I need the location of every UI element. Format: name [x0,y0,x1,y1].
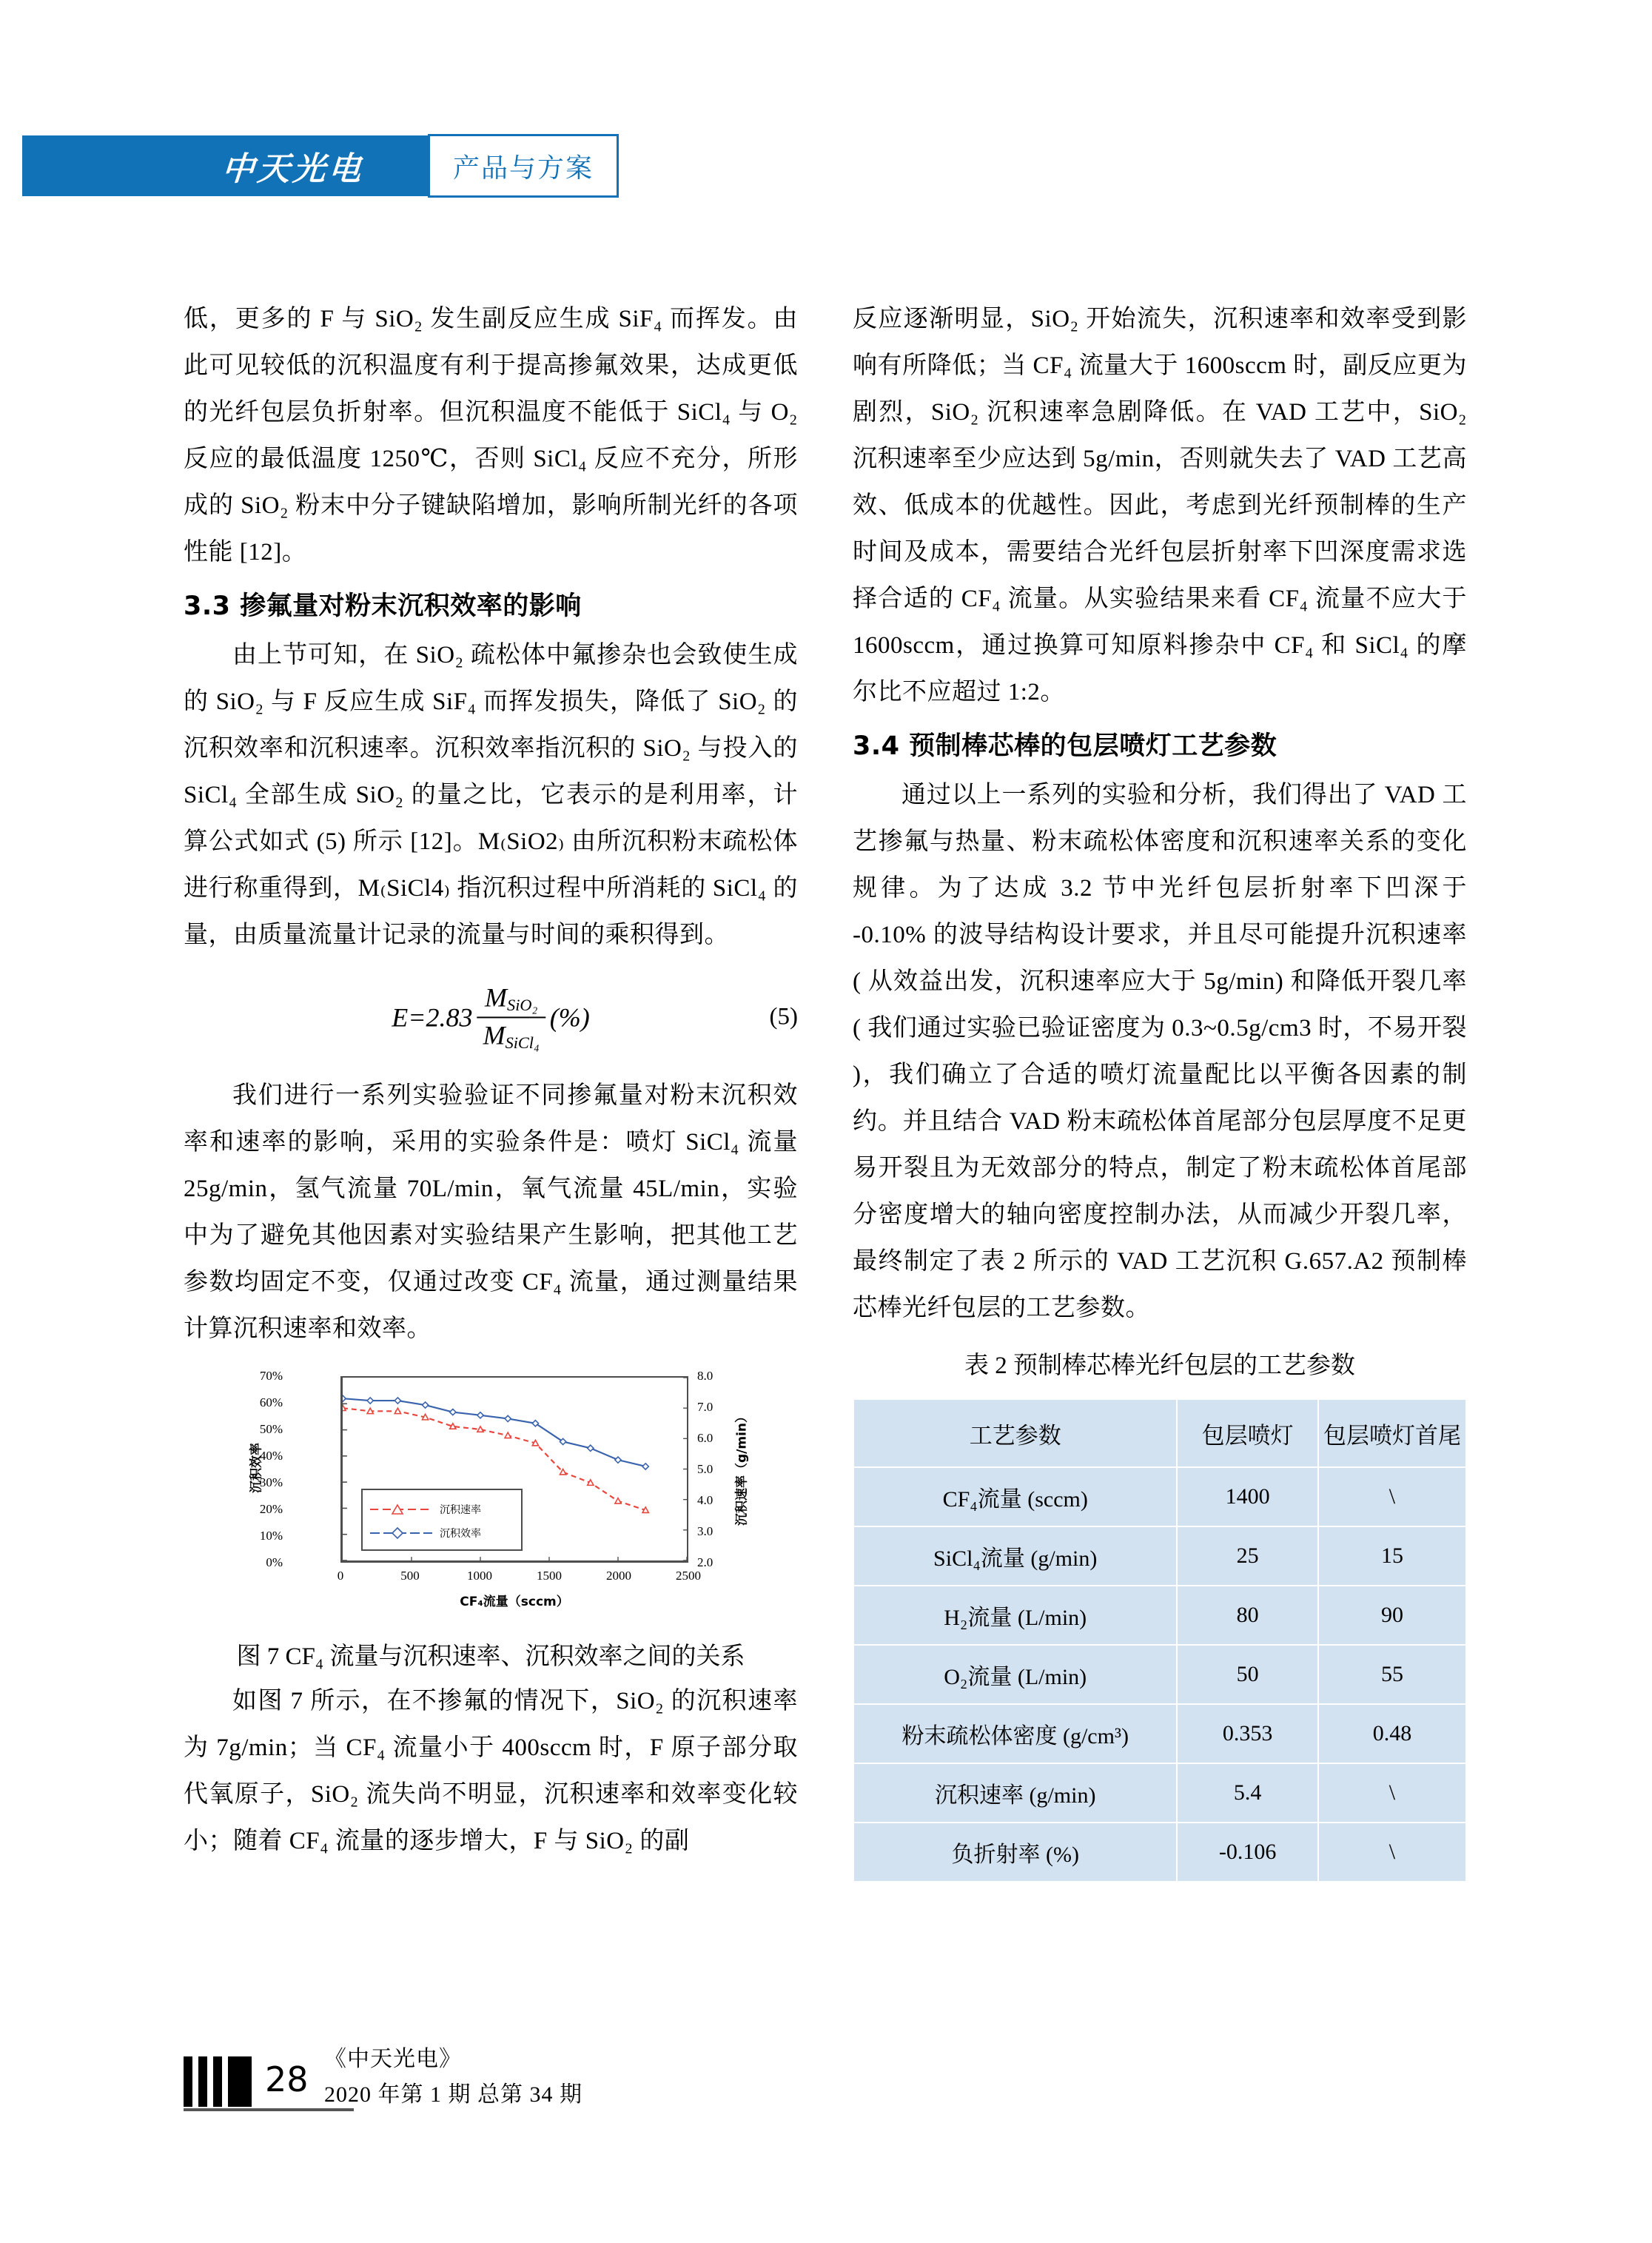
data-point [450,1409,456,1415]
data-point [450,1424,456,1429]
table-cell-param: SiCl₄流量 (g/min) [853,1526,1177,1586]
formula-fraction [477,982,545,1052]
formula-lhs: E=2.83 [392,1002,473,1032]
y-tick-right: 6.0 [697,1431,713,1445]
chart-container [229,1364,752,1625]
formula-equation-5 [184,969,798,1065]
table-row [853,1763,1466,1823]
y-tick-right: 2.0 [697,1555,713,1569]
data-point [560,1469,565,1475]
table-row [853,1586,1466,1645]
formula-number: (5) [769,1003,798,1030]
data-point [422,1414,428,1419]
legend-line-rate-icon [370,1503,432,1516]
y-tick-left: 0% [266,1555,283,1569]
chart-legend [361,1489,523,1551]
table-row [853,1467,1466,1526]
legend-label-rate: 沉积速率 [440,1504,481,1516]
paragraph-left-1: 低，更多的 F 与 SiO₂ 发生副反应生成 SiF₄ 而挥发。由此可见较低的沉积温度有利于提高掺氟效果，达成更低的光纤包层负折射率。但沉积温度不能低于 SiCl₄ 与 O₂ 反应的最低温度 1250℃，否则 SiCl₄ 反应不充分，所形成的 SiO₂ 粉末中分子键缺陷增加，影响所制光纤的各项性能 [12]。 [184,306,798,566]
table-cell-ends: \ [1318,1763,1466,1823]
footer-journal-name: 《中天光电》 [324,2047,462,2071]
table-cell-ends: 0.48 [1318,1704,1466,1763]
y-tick-left: 50% [259,1422,283,1436]
brand-logo [22,135,392,196]
paragraph-left-4: 如图 7 所示，在不掺氟的情况下，SiO₂ 的沉积速率为 7g/min；当 CF₄ 流量小于 400sccm 时，F 原子部分取代氧原子，SiO₂ 流失尚不明显，沉积速率和效率变化较小；随着 CF₄ 流量的逐步增大，F 与 SiO₂ 的副 [184,1688,798,1854]
legend-swatch-efficiency [370,1526,432,1540]
table-row [853,1526,1466,1586]
y-tick-left: 40% [259,1449,283,1463]
footer-journal-info [324,2042,582,2113]
x-tick: 0 [337,1569,344,1583]
table-header-param: 工艺参数 [853,1399,1177,1467]
data-point [394,1398,400,1404]
y-tick-left: 10% [259,1529,283,1543]
page-footer [184,2036,850,2132]
formula-unit: (%) [549,1002,590,1032]
data-point [367,1408,373,1413]
data-point [367,1398,373,1404]
x-tick: 2500 [676,1569,701,1583]
table-cell-torch: -0.106 [1177,1823,1318,1882]
table-header-row [853,1399,1466,1467]
table-cell-param: 粉末疏松体密度 (g/cm³) [853,1704,1177,1763]
formula-numerator: $M_{SiO_2}$ [485,982,538,1014]
y-tick-right: 3.0 [697,1524,713,1538]
footer-bars-icon [184,2056,263,2107]
table-cell-param: 沉积速率 (g/min) [853,1763,1177,1823]
data-point [477,1412,483,1418]
data-point [588,1445,594,1451]
data-point [615,1498,621,1503]
data-point [505,1432,511,1438]
table-2-caption: 表 2 预制棒芯棒光纤包层的工艺参数 [964,1352,1355,1379]
paragraph-right-2: 通过以上一系列的实验和分析，我们得出了 VAD 工艺掺氟与热量、粉末疏松体密度和沉积速率关系的变化规律。为了达成 3.2 节中光纤包层折射率下凹深于 -0.10% 的波导结构设计要求，并且尽可能提升沉积速率 ( 从效益出发，沉积速率应大于 5g/min) 和降低开裂几率 ( 我们通过实验已验证密度为 0.3~0.5g/cm3 时，不易开裂 )，我们确立了合适的喷灯流量配比以平衡各因素的制约。并且结合 VAD 粉末疏松体首尾部分包层厚度不足更易开裂且为无效部分的特点，制定了粉末疏松体首尾部分密度增大的轴向密度控制办法，从而减少开裂几率，最终制定了表 2 所示的 VAD 工艺沉积 G.657.A2 预制棒芯棒光纤包层的工艺参数。 [853,782,1467,1321]
data-point [642,1507,648,1512]
legend-line-efficiency-icon [370,1526,432,1540]
table-cell-ends: \ [1318,1823,1466,1882]
paragraph-right-1: 反应逐渐明显，SiO₂ 开始流失，沉积速率和效率受到影响有所降低；当 CF₄ 流量大于 1600sccm 时，副反应更为剧烈，SiO₂ 沉积速率急剧降低。在 VAD 工艺中，SiO₂ 沉积速率至少应达到 5g/min，否则就失去了 VAD 工艺高效、低成本的优越性。因此，考虑到光纤预制棒的生产时间及成本，需要结合光纤包层折射率下凹深度需求选择合适的 CF₄ 流量。从实验结果来看 CF₄ 流量不应大于 1600sccm，通过换算可知原料掺杂中 CF₄ 和 SiCl₄ 的摩尔比不应超过 1:2。 [853,306,1467,705]
formula-numerator-sub: SiO₂ [507,996,538,1014]
y-tick-right: 7.0 [697,1400,713,1414]
brand-name: 中天光电 [220,150,366,188]
figure-7-caption: 图 7 CF₄ 流量与沉积速率、沉积效率之间的关系 [236,1643,745,1670]
y-tick-left: 60% [259,1395,283,1409]
data-point [343,1395,346,1401]
x-tick: 1500 [537,1569,562,1583]
section-tag-label: 产品与方案 [452,152,594,184]
table-cell-param: H₂流量 (L/min) [853,1586,1177,1645]
table-header-torch: 包层喷灯 [1177,1399,1318,1467]
paragraph-left-3: 我们进行一系列实验验证不同掺氟量对粉末沉积效率和速率的影响，采用的实验条件是：喷灯 SiCl₄ 流量 25g/min，氢气流量 70L/min，氧气流量 45L/min，实验中为了避免其他因素对实验结果产生影响，把其他工艺参数均固定不变，仅通过改变 CF₄ 流量，通过测量结果计算沉积速率和效率。 [184,1082,798,1342]
table-cell-ends: 15 [1318,1526,1466,1586]
data-point [394,1408,400,1413]
page-number: 28 [265,2059,309,2099]
y-tick-left: 70% [259,1369,283,1383]
data-point [588,1480,594,1485]
table-cell-torch: 80 [1177,1586,1318,1645]
data-point [422,1402,428,1408]
table-cell-param: 负折射率 (%) [853,1823,1177,1882]
table-header-ends: 包层喷灯首尾 [1318,1399,1466,1467]
table-cell-param: O₂流量 (L/min) [853,1645,1177,1704]
table-row [853,1823,1466,1882]
legend-swatch-rate [370,1503,432,1516]
heading-3-3: 3.3 掺氟量对粉末沉积效率的影响 [184,591,582,621]
table-cell-param: CF₄流量 (sccm) [853,1467,1177,1526]
x-tick: 2000 [606,1569,631,1583]
formula-denominator-sub: SiCl₄ [505,1033,540,1052]
paragraph-left-2: 由上节可知，在 SiO₂ 疏松体中氟掺杂也会致使生成的 SiO₂ 与 F 反应生成 SiF₄ 而挥发损失，降低了 SiO₂ 的沉积效率和沉积速率。沉积效率指沉积的 SiO₂ 与投入的 SiCl₄ 全部生成 SiO₂ 的量之比，它表示的是利用率，计算公式如式 (5) 所示 [12]。M₍SiO2₎ 由所沉积粉末疏松体进行称重得到，M₍SiCl4₎ 指沉积过程中所消耗的 SiCl₄ 的量，由质量流量计记录的流量与时间的乘积得到。 [184,642,798,948]
y-tick-right: 5.0 [697,1462,713,1476]
table-cell-ends: 90 [1318,1586,1466,1645]
series-efficiency [343,1395,648,1469]
y-tick-left: 30% [259,1475,283,1489]
table-cell-torch: 5.4 [1177,1763,1318,1823]
legend-item-rate [370,1498,521,1521]
legend-item-efficiency [370,1521,521,1545]
y-tick-right: 4.0 [697,1493,713,1507]
table-cell-torch: 25 [1177,1526,1318,1586]
chart-y-axis-right-title: 沉积速率（g/min） [734,1409,750,1526]
heading-3-4: 3.4 预制棒芯棒的包层喷灯工艺参数 [853,731,1277,761]
y-tick-left: 20% [259,1502,283,1516]
table-row [853,1704,1466,1763]
formula-denominator: $M_{SiCl_4}$ [477,1016,545,1053]
page-header [22,135,614,196]
x-tick: 1000 [467,1569,492,1583]
footer-issue: 2020 年第 1 期 总第 34 期 [324,2082,582,2107]
data-point [532,1440,538,1445]
table-row [853,1645,1466,1704]
formula-body [392,982,589,1052]
left-column [184,296,798,1865]
right-column [853,296,1467,1882]
legend-label-efficiency: 沉积效率 [440,1528,481,1540]
data-point [505,1415,511,1421]
process-parameters-table [853,1398,1467,1882]
table-body [853,1467,1466,1882]
section-tag [428,134,619,198]
data-point [642,1464,648,1469]
figure-7 [184,1364,798,1631]
table-cell-ends: \ [1318,1467,1466,1526]
chart-y-axis-left-title: 沉积效率 [249,1443,264,1493]
table-cell-torch: 0.353 [1177,1704,1318,1763]
chart-x-axis-title: CF₄流量（sccm） [460,1595,569,1609]
data-point [477,1426,483,1432]
data-point [615,1457,621,1463]
table-cell-torch: 50 [1177,1645,1318,1704]
table-cell-ends: 55 [1318,1645,1466,1704]
table-cell-torch: 1400 [1177,1467,1318,1526]
y-tick-right: 8.0 [697,1369,713,1383]
x-tick: 500 [400,1569,420,1583]
